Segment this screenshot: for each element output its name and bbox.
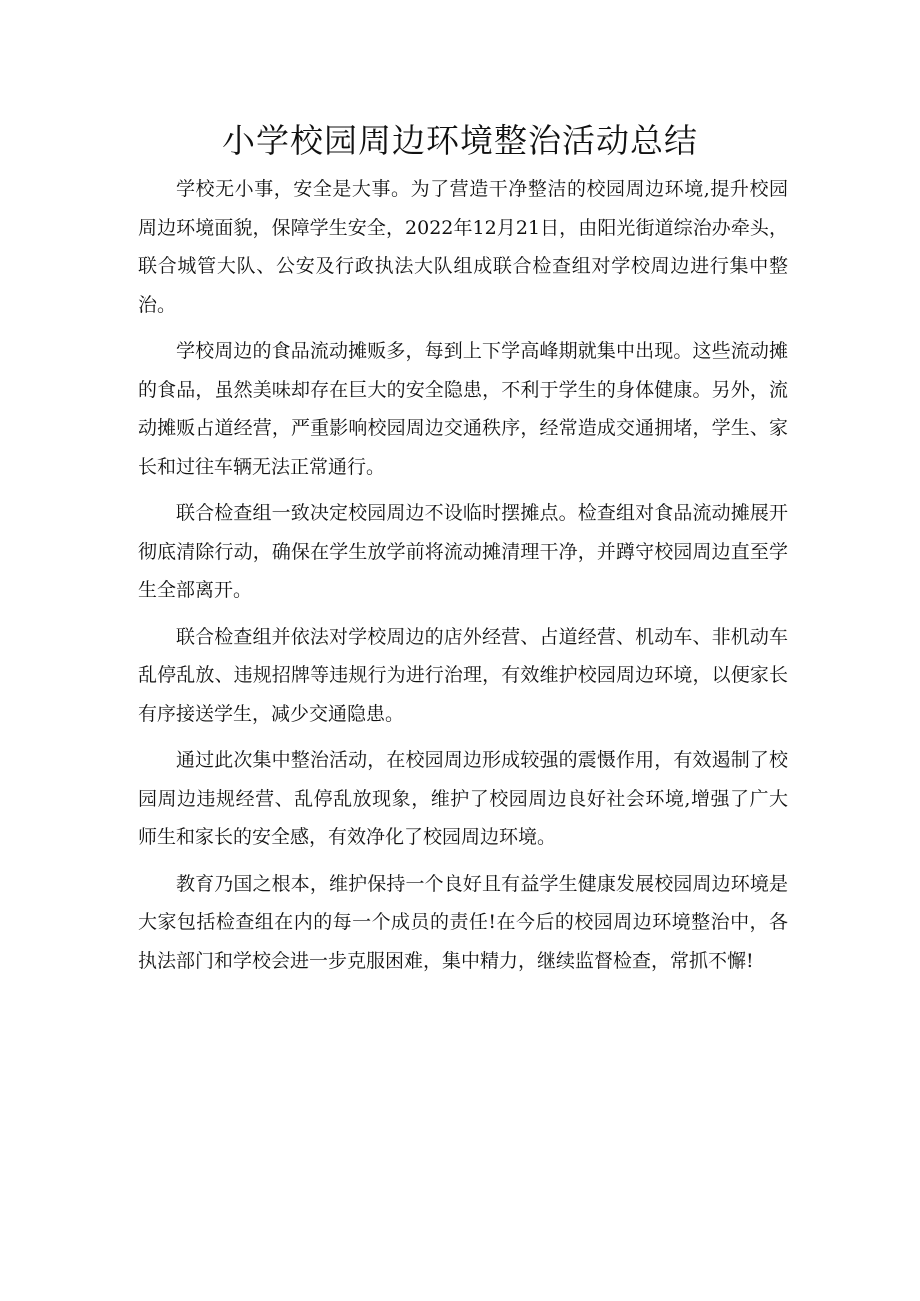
document-title: 小学校园周边环境整治活动总结	[222, 121, 698, 160]
document-body	[138, 170, 788, 988]
paragraph-1: 学校无小事，安全是大事。为了营造干净整洁的校园周边环境,提升校园周边环境面貌，保障学生安全，2022年12月21日，由阳光街道综治办牵头，联合城管大队、公安及行政执法大队组成联合检查组对学校周边进行集中整治。	[138, 178, 788, 316]
paragraph-6: 教育乃国之根本，维护保持一个良好且有益学生健康发展校园周边环境是大家包括检查组在内的每一个成员的责任!在今后的校园周边环境整治中，各执法部门和学校会进一步克服困难，集中精力，继续监督检查，常抓不懈!	[138, 872, 788, 972]
paragraph-2: 学校周边的食品流动摊贩多，每到上下学高峰期就集中出现。这些流动摊的食品，虽然美味却存在巨大的安全隐患，不利于学生的身体健康。另外，流动摊贩占道经营，严重影响校园周边交通秩序，经常造成交通拥堵，学生、家长和过往车辆无法正常通行。	[138, 340, 788, 478]
paragraph-5: 通过此次集中整治活动，在校园周边形成较强的震慑作用，有效遏制了校园周边违规经营、乱停乱放现象，维护了校园周边良好社会环境,增强了广大师生和家长的安全感，有效净化了校园周边环境。	[138, 749, 788, 848]
paragraph-3: 联合检查组一致决定校园周边不设临时摆摊点。检查组对食品流动摊展开彻底清除行动，确保在学生放学前将流动摊清理干净，并蹲守校园周边直至学生全部离开。	[138, 502, 788, 601]
paragraph-4: 联合检查组并依法对学校周边的店外经营、占道经营、机动车、非机动车乱停乱放、违规招牌等违规行为进行治理，有效维护校园周边环境，以便家长有序接送学生，减少交通隐患。	[138, 625, 788, 725]
